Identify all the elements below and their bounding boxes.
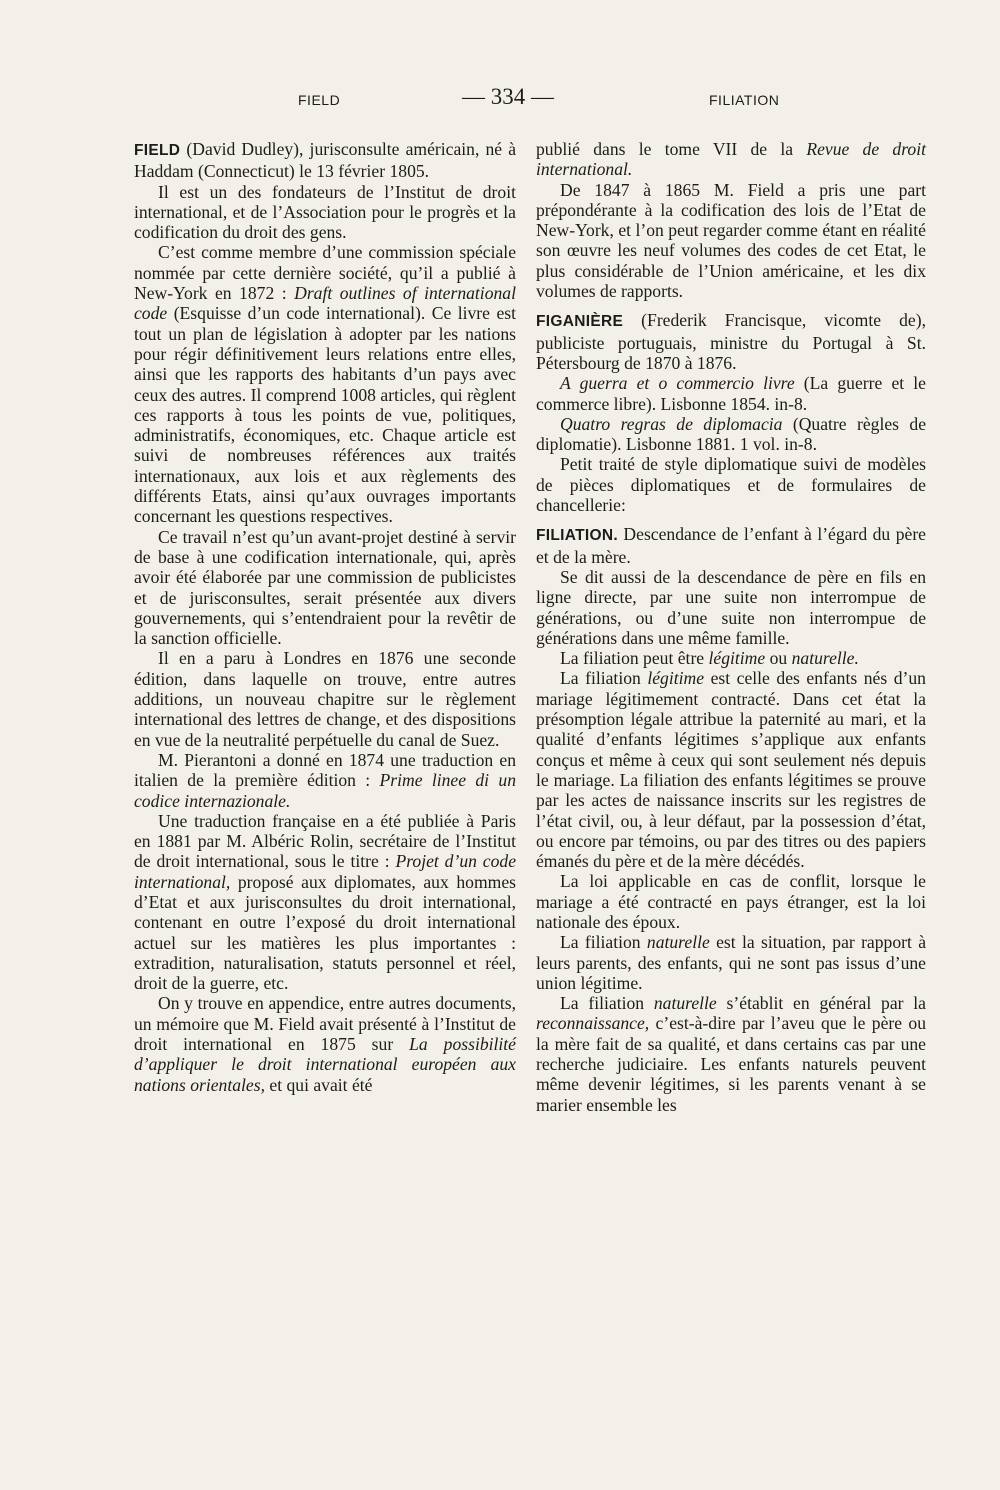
entry-text: (David Dudley), jurisconsulte américain, né à Haddam (Connecticut) le 13 février 1805.: [134, 139, 516, 182]
text-run: La filiation: [560, 668, 648, 689]
paragraph: [536, 932, 926, 993]
book-title: A guerra et o commercio livre: [560, 373, 795, 394]
running-head-left: FIELD: [298, 92, 341, 108]
text-run: Une traduction française en a été publiée à Paris en 1881 par M. Albéric Rolin, secrétaire de l’Institut de droit international, sous le titre :: [134, 810, 516, 872]
paragraph: La loi applicable en cas de conflit, lorsque le mariage a été contracté en pays étranger, est la loi nationale des époux.: [536, 871, 926, 932]
running-head-right: FILIATION: [709, 92, 780, 108]
paragraph: Ce travail n’est qu’un avant-projet destiné à servir de base à une codification internationale, qui, après avoir été élaborée par une commission de publicistes et de jurisconsultes, serait présentée aux divers gouvernements, qui s’entendraient pour la revêtir de la sanction officielle.: [134, 526, 516, 649]
page-number: — 334 —: [462, 84, 554, 109]
text-run: (Esquisse d’un code international). Ce livre est tout un plan de législation à adopter par les nations pour régir définitivement leurs relations entre elles, ainsi que les rapports des habitants d’un pays avec ceux des autres. Il comprend 1008 articles, qui règlent ces rapports à tous les points de vue, politiques, administratifs, économiques, etc. Chaque article est suivi de nombreuses références aux traités internationaux, aux lois et aux règlements des différents Etats, ainsi qu’aux ouvrages importants concernant les questions respectives.: [134, 303, 516, 527]
paragraph: [536, 993, 926, 1115]
text-run: est la situation, par rapport à leurs parents, des enfants, qui ne sont pas issus d’une union légitime.: [536, 932, 926, 993]
book-title: Draft outlines of international code: [134, 283, 516, 324]
bibliography-item: [536, 414, 926, 455]
book-title: La possibilité d’appliquer le droit international européen aux nations orientales,: [134, 1034, 516, 1095]
bibliography-item: [536, 373, 926, 414]
paragraph: [536, 668, 926, 871]
emphasis: légitime: [647, 668, 705, 689]
book-title: Quatro regras de diplomacia: [560, 413, 783, 434]
text-run: est celle des enfants nés d’un mariage légitimement contracté. Dans cet état la présomption légale attribue la paternité au mari, et la qualité d’enfants légitimes s’applique aux enfants conçus et même à ceux qui sont seulement nés depuis le mariage. La filiation des enfants légitimes se prouve par les actes de naissance inscrits sur les registres de l’état civil, ou, à leur défaut, par la possession d’état, ou encore par témoins, ou par des titres ou des papiers émanés du père et de la mère décédés.: [536, 668, 926, 872]
emphasis: naturelle: [646, 932, 710, 953]
text-run: publié dans le tome VII de la: [536, 139, 807, 159]
text-run: proposé aux diplomates, aux hommes d’Etat et aux jurisconsultes du droit international, contenant en outre l’exposé du droit international actuel sur les matières les plus importantes : extradition, naturalisation, statuts personnel et réel, droit de la guerre, etc.: [134, 871, 516, 994]
emphasis: naturelle.: [791, 648, 859, 669]
text-run: C’est comme membre d’une commission spéciale nommée par cette dernière société, qu’il a publié à New-York en 1872 :: [134, 242, 516, 304]
text-run: La filiation: [560, 993, 654, 1014]
paragraph: [134, 993, 516, 1094]
text-run: M. Pierantoni a donné en 1874 une traduction en italien de la première édition :: [134, 749, 516, 791]
emphasis: naturelle: [653, 993, 717, 1014]
headword-field: FIELD: [134, 142, 181, 159]
paragraph: Petit traité de style diplomatique suivi de modèles de pièces diplomatiques et de formulaires de chancellerie:: [536, 454, 926, 516]
text-run: (Quatre règles de diplomatie). Lisbonne 1881. 1 vol. in-8.: [536, 413, 926, 455]
emphasis: reconnaissance,: [536, 1013, 650, 1034]
paragraph: [536, 648, 926, 668]
journal-title: Revue de droit international.: [536, 139, 926, 180]
paragraph: De 1847 à 1865 M. Field a pris une part prépondérante à la codification des lois de l’Etat de New-York, et l’on peut regarder comme étant en réalité son œuvre les neuf volumes des codes de cet Etat, le plus considérable de l’Union américaine, et les dix volumes de rapports.: [536, 179, 926, 302]
paragraph: Il est un des fondateurs de l’Institut de droit international, et de l’Association pour le progrès et la codification du droit des gens.: [134, 181, 516, 243]
headword-figaniere: FIGANIÈRE: [536, 313, 624, 331]
paragraph: [134, 811, 516, 994]
paragraph: [134, 242, 516, 526]
text-run: s’établit en général par la: [716, 993, 926, 1014]
entry-figaniere-intro: [536, 310, 926, 373]
book-title: Prime linee di un codice internazionale.: [134, 770, 516, 811]
entry-text: Descendance de l’enfant à l’égard du père et de la mère.: [536, 524, 926, 567]
text-run: et qui avait été: [264, 1074, 373, 1095]
running-head: [0, 84, 1000, 118]
paragraph: Il en a paru à Londres en 1876 une seconde édition, dans laquelle on trouve, entre autres additions, un nouveau chapitre sur le règlement international des lettres de change, et des dispositions en vue de la neutralité perpétuelle du canal de Suez.: [134, 648, 516, 750]
text-run: c’est-à-dire par l’aveu que le père ou la mère fait de sa qualité, et dans certains cas par une recherche judiciaire. Les enfants naturels peuvent même devenir légitimes, si les parents venant à se marier ensemble les: [536, 1013, 926, 1115]
left-column: [134, 139, 516, 1095]
book-title: Projet d’un code international,: [134, 851, 516, 892]
text-run: La filiation: [560, 932, 647, 953]
text-run: La filiation peut être: [560, 648, 709, 669]
entry-text: (Frederik Francisque, vicomte de), publiciste portuguais, ministre du Portugal à St. Pétersbourg de 1870 à 1876.: [536, 310, 926, 373]
paragraph-continued: [536, 139, 926, 180]
headword-filiation: FILIATION.: [536, 527, 618, 545]
emphasis: légitime: [708, 648, 766, 669]
entry-filiation-intro: [536, 524, 926, 567]
right-column: [536, 139, 926, 1115]
paragraph: [134, 750, 516, 811]
text-run: On y trouve en appendice, entre autres documents, un mémoire que M. Field avait présenté à l’Institut de droit international en 1875 sur: [134, 993, 516, 1055]
paragraph: Se dit aussi de la descendance de père en fils en ligne directe, par une suite non interrompue de générations, ou d’une suite non interrompue de générations dans une même famille.: [536, 566, 926, 648]
text-run: (La guerre et le commerce libre). Lisbonne 1854. in-8.: [536, 373, 926, 414]
text-run: ou: [765, 648, 792, 669]
entry-field-intro: [134, 139, 516, 182]
